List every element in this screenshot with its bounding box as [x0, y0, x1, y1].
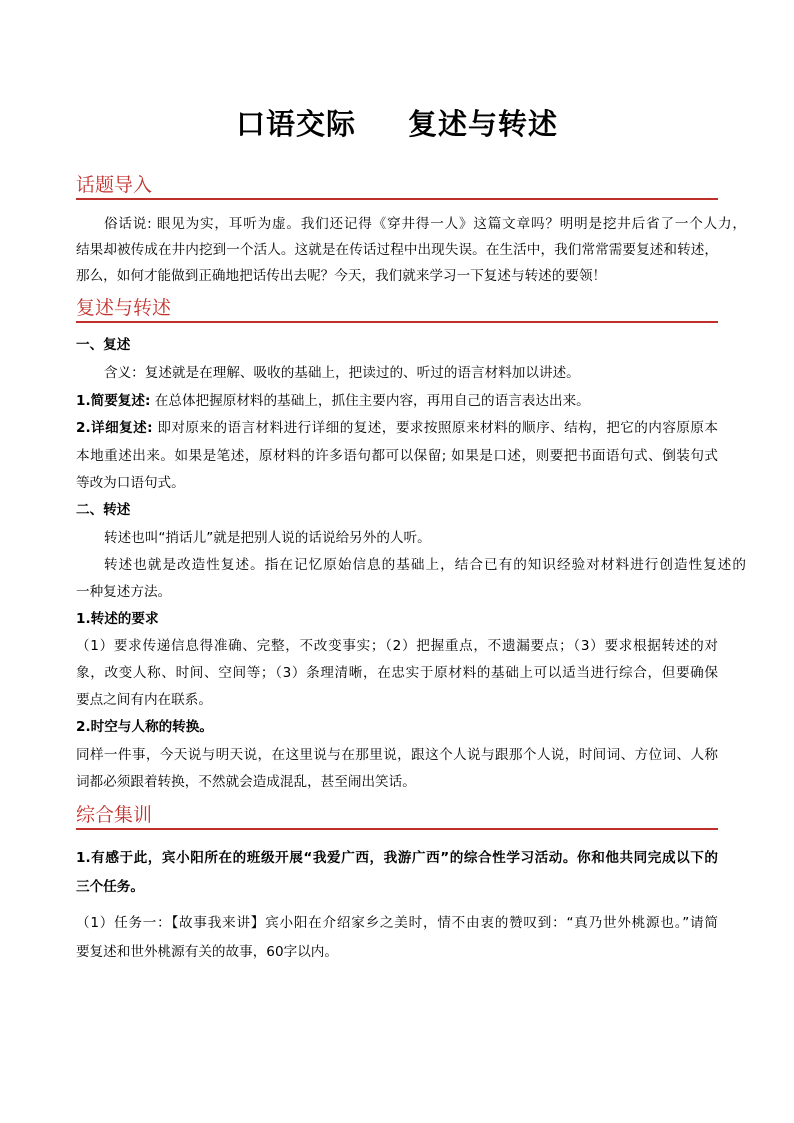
switch-line-2: 词都必须跟着转换，不然就会造成混乱，甚至闹出笑话。: [76, 774, 416, 790]
question-1-line-1: 1.有感于此，宾小阳所在的班级开展“我爱广西，我游广西”的综合性学习活动。你和他共同完成以下的: [76, 850, 718, 866]
title-right: 复述与转述: [408, 107, 559, 141]
requirements-line-3: 要点之间有内在联系。: [76, 692, 212, 708]
detail-retell-label: 2.详细复述:: [76, 420, 153, 436]
zhuanshu-heading: 二、转述: [76, 502, 131, 518]
detail-retell-line-1: [76, 418, 718, 438]
requirements-line-2: 象，改变人称、时间、空间等；（3）条理清晰，在忠实于原材料的基础上可以适当进行综合，但要确保: [76, 665, 718, 681]
brief-retell-line: [76, 391, 718, 411]
switch-heading: 2.时空与人称的转换。: [76, 719, 213, 735]
section-header-practice: [76, 798, 718, 830]
requirements-heading: 1.转述的要求: [76, 611, 159, 627]
section-header-intro: [76, 168, 718, 200]
fushu-meaning: 含义：复述就是在理解、吸收的基础上，把读过的、听过的语言材料加以讲述。: [104, 365, 580, 381]
zhuanshu-para-2-line-2: 一种复述方法。: [76, 584, 172, 600]
brief-retell-text: 在总体把握原材料的基础上，抓住主要内容，再用自己的语言表达出来。: [150, 393, 590, 409]
zhuanshu-para-2-line-1: 转述也就是改造性复述。指在记忆原始信息的基础上，结合已有的知识经验对材料进行创造性复述的: [104, 557, 746, 573]
switch-line-1: 同样一件事，今天说与明天说，在这里说与在那里说，跟这个人说与跟那个人说，时间词、方位词、人称: [76, 747, 718, 763]
section-title-main: 复述与转述: [76, 297, 172, 319]
requirements-line-1: （1）要求传递信息得准确、完整，不改变事实；（2）把握重点，不遗漏要点；（3）要求根据转述的对: [76, 638, 718, 654]
zhuanshu-para-1: 转述也叫“捎话儿”就是把别人说的话说给另外的人听。: [104, 530, 431, 546]
brief-retell-label: 1.简要复述:: [76, 393, 151, 409]
detail-retell-text-1: 即对原来的语言材料进行详细的复述，要求按照原来材料的顺序、结构，把它的内容原原本: [152, 420, 718, 436]
page-title: [0, 104, 794, 144]
task-1-line-1: （1）任务一：【故事我来讲】宾小阳在介绍家乡之美时，情不由衷的赞叹到：“真乃世外桃源也。”请简: [76, 915, 718, 931]
task-1-line-2: 要复述和世外桃源有关的故事，60字以内。: [76, 944, 338, 960]
section-title-practice: 综合集训: [76, 804, 153, 826]
title-left: 口语交际: [235, 107, 356, 141]
detail-retell-line-2: 本地重述出来。如果是笔述，原材料的许多语句都可以保留; 如果是口述，则要把书面语句式、倒装句式: [76, 448, 718, 464]
section-header-main: [76, 291, 718, 323]
fushu-heading: 一、复述: [76, 337, 131, 353]
section-title-intro: 话题导入: [76, 174, 153, 196]
question-1-line-2: 三个任务。: [76, 879, 144, 895]
detail-retell-line-3: 等改为口语句式。: [76, 475, 185, 491]
intro-line-2: 结果却被传成在井内挖到一个活人。这就是在传话过程中出现失误。在生活中，我们常常需要复述和转述，: [76, 242, 718, 258]
intro-line-1: 俗话说: 眼见为实，耳听为虚。我们还记得《穿井得一人》这篇文章吗？明明是挖井后省了一个人力，: [104, 216, 746, 232]
intro-line-3: 那么，如何才能做到正确地把话传出去呢？今天，我们就来学习一下复述与转述的要领！: [76, 268, 607, 284]
